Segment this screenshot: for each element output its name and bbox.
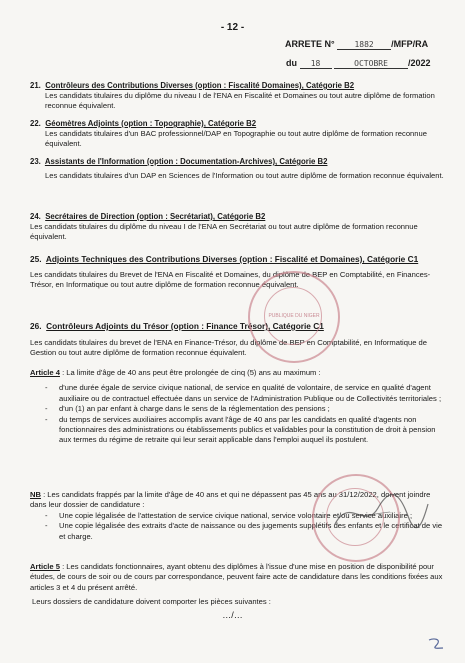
item-22 — [30, 118, 444, 150]
item-21-heading — [30, 80, 444, 91]
item-23 — [30, 156, 444, 181]
item-23-heading — [30, 156, 444, 167]
item-26 — [30, 321, 444, 358]
page-number: - 12 - — [220, 22, 245, 33]
item-21 — [30, 80, 444, 112]
item-text: Les candidats titulaires du brevet de l'ENA en Finance-Trésor, du diplôme de BEP en Comptabilité, en Informatique de Gestion ou tout autre diplôme de formation reconnue équivalent. — [30, 337, 427, 357]
item-num: 22. — [30, 119, 41, 128]
item-26-heading — [30, 321, 444, 333]
article-4-list — [30, 383, 444, 445]
signature — [330, 486, 430, 536]
arrete-reference — [285, 39, 428, 50]
item-24 — [30, 211, 444, 243]
list-item: - d'un (1) an par enfant à charge dans le sens de la réglementation des pensions ; — [45, 404, 444, 414]
item-24-heading — [30, 211, 444, 222]
article-4-intro — [30, 368, 444, 378]
nb-text: : Les candidats frappés par la limite d'âge de 40 ans et qui ne dépassent pas 45 ans au 31/12/2022, doivent joindre dans leur dossier de candidature : — [30, 490, 431, 510]
list-item: - Une copie légalisée de l'attestation de service civique national, service volontaire et/ou service auxiliaire ; — [45, 511, 444, 521]
item-25-heading — [30, 254, 444, 266]
continuation-mark: …/… — [222, 610, 243, 620]
item-title: Géomètres Adjoints (option : Topographie), Catégorie B2 — [45, 119, 257, 128]
arrete-number: 1882 — [337, 40, 391, 50]
arrete-suffix: /MFP/RA — [391, 39, 429, 49]
date-day: 18 — [300, 59, 332, 69]
item-num: 23. — [30, 157, 41, 166]
closing-text: Leurs dossiers de candidature doivent comporter les pièces suivantes : — [32, 597, 271, 607]
article-5 — [30, 562, 444, 608]
item-text: Les candidats titulaires du diplôme du niveau I de l'ENA en Secrétariat ou tout autre diplôme de formation reconnue équivalent. — [30, 222, 418, 242]
item-25 — [30, 254, 444, 290]
item-text: Les candidats titulaires d'un DAP en Sciences de l'Information ou tout autre diplôme de formation reconnue équivalent. — [45, 171, 444, 180]
article-5-text-wrap — [30, 562, 444, 593]
item-text: Les candidats titulaires du diplôme du niveau I de l'ENA en Fiscalité et Domaines ou tout autre diplôme de formation reconnue équivalent. — [45, 91, 435, 111]
date-du: du — [286, 58, 297, 68]
stamp-text: PUBLIQUE DU NIGER — [268, 313, 320, 319]
item-text: Les candidats titulaires du Brevet de l'ENA en Fiscalité et Domaines, du diplôme de BEP en Comptabilité, en Finances-Trésor, en Informatique ou tout autre diplôme de formation reconnue équivalent. — [30, 269, 431, 289]
list-item: - Une copie légalisée des extraits d'acte de naissance ou des jugements supplétifs des enfants et le certificat de vie et charge. — [45, 521, 444, 542]
item-num: 25. — [30, 254, 42, 264]
corner-mark-icon — [426, 637, 446, 651]
article-5-text: : Les candidats fonctionnaires, ayant obtenu des diplômes à l'issue d'une mise en position de disponibilité pour études, de cours de soir ou de cours par correspondance, peuvent faire acte de candidature dans les conditions fixées aux articles 3 et 4 du présent arrêté. — [30, 562, 443, 592]
article-4 — [30, 368, 444, 446]
list-item: - d'une durée égale de service civique national, de service en qualité de volontaire, de service en qualité d'agent auxiliaire ou de contractuel effectuée dans un service de l'Administration Publique ou de Collectivités territoriales ; — [45, 383, 444, 404]
item-text: Les candidats titulaires d'un BAC professionnel/DAP en Topographie ou tout autre diplôme de formation reconnue équivalent. — [45, 129, 427, 149]
list-item: - du temps de services auxiliaires accomplis avant l'âge de 40 ans par les candidats en qualité d'agents non fonctionnaires des administrations ou établissements publics et validables pour la constitution de droit à pension aux termes du régime de retraite qui leur serait applicable dans l'emploi auquel ils postulent. — [45, 415, 444, 446]
item-num: 26. — [30, 321, 42, 331]
arrete-label: ARRETE N° — [285, 39, 335, 49]
arrete-date — [286, 58, 431, 69]
nb-label: NB — [30, 490, 41, 499]
item-title: Adjoints Techniques des Contributions Diverses (option : Fiscalité et Domaines), Catégorie C1 — [45, 254, 419, 264]
item-num: 21. — [30, 81, 41, 90]
item-title: Assistants de l'Information (option : Documentation-Archives), Catégorie B2 — [44, 157, 328, 166]
article-4-text: : La limite d'âge de 40 ans peut être prolongée de cinq (5) ans au maximum : — [59, 368, 321, 377]
item-title: Secrétaires de Direction (option : Secrétariat), Catégorie B2 — [45, 212, 266, 221]
item-22-heading — [30, 118, 444, 129]
article-5-label: Article 5 — [30, 562, 60, 571]
item-title: Contrôleurs Adjoints du Trésor (option : Finance Trésor), Catégorie C1 — [46, 321, 324, 331]
date-year: /2022 — [408, 58, 431, 68]
article-4-label: Article 4 — [30, 368, 60, 377]
date-month: OCTOBRE — [334, 59, 408, 69]
item-num: 24. — [30, 212, 41, 221]
item-title: Contrôleurs des Contributions Diverses (option : Fiscalité Domaines), Catégorie B2 — [45, 81, 355, 90]
